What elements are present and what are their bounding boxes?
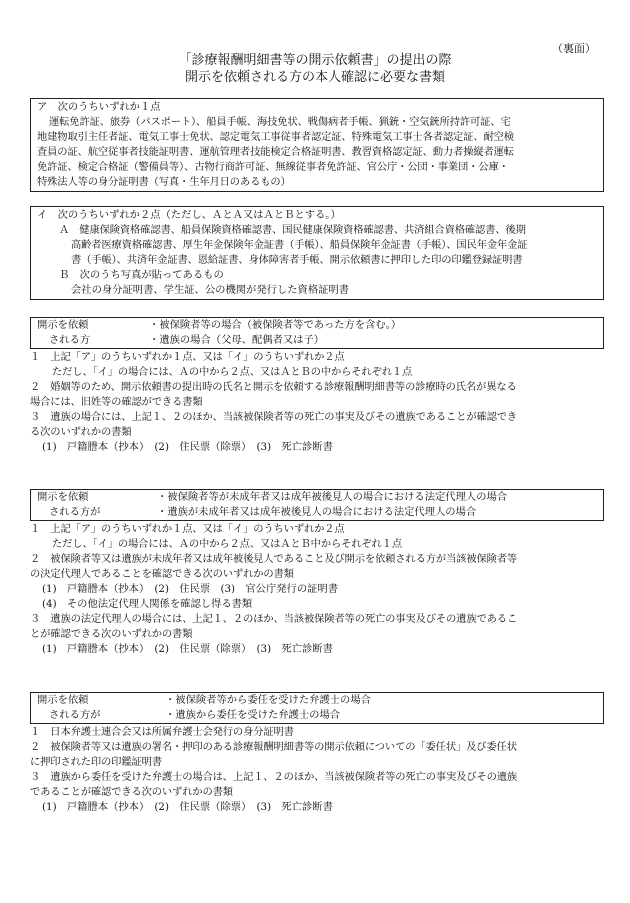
section2-item: (4) その他法定代理人関係を確認し得る書類 bbox=[42, 598, 253, 610]
section1-left-1: 開示を依頼 bbox=[37, 319, 89, 331]
section2-item: ３ 遺族の法定代理人の場合には、上記１、２のほか、当該被保険者等の死亡の事実及びその遺族であるこ bbox=[30, 613, 518, 625]
section1-body bbox=[30, 350, 604, 455]
section1-item: る次のいずれかの書類 bbox=[30, 426, 132, 438]
section1-item: (1) 戸籍謄本（抄本） (2) 住民票（除票） (3) 死亡診断書 bbox=[42, 441, 333, 453]
box-i-a-label: Ａ 健康保険資格確認書、船員保険資格確認書、国民健康保険資格確認書、共済組合資格確認書、後期 bbox=[59, 224, 526, 236]
box-i-b-label: Ｂ 次のうち写真が貼ってあるもの bbox=[59, 269, 224, 281]
section2-item: とが確認できる次のいずれかの書類 bbox=[30, 628, 193, 640]
section2-left-1: 開示を依頼 bbox=[37, 491, 89, 503]
section1-item: ただし、「イ」の場合には、Ａの中から２点、又はＡとＢの中からそれぞれ１点 bbox=[52, 366, 413, 378]
section3-item: (1) 戸籍謄本（抄本） (2) 住民票（除票） (3) 死亡診断書 bbox=[42, 801, 333, 813]
section1-item: ２ 婚姻等のため、開示依頼書の提出時の氏名と開示を依頼する診療報酬明細書等の診療時の氏名が異なる bbox=[30, 381, 517, 393]
section3-header bbox=[30, 692, 604, 724]
section2-item: ２ 被保険者等又は遺族が未成年者又は成年被後見人であること及び開示を依頼される方が当該被保険者等 bbox=[30, 553, 518, 565]
section2-item: の決定代理人であることを確認できる次のいずれかの書類 bbox=[30, 568, 294, 580]
section1-header bbox=[30, 317, 604, 349]
section3-left-1: 開示を依頼 bbox=[37, 694, 89, 706]
box-i-a-line: 高齢者医療資格確認書、厚生年金保険年金証書（手帳）、船員保険年金証書（手帳）、国民年金年金証 bbox=[71, 239, 528, 251]
box-a-header: ア 次のうちいずれか１点 bbox=[37, 101, 161, 113]
section1-item: ３ 遺族の場合には、上記１、２のほか、当該被保険者等の死亡の事実及びその遺族であることが確認でき bbox=[30, 411, 518, 423]
section2-item: (1) 戸籍謄本（抄本） (2) 住民票（除票） (3) 死亡診断書 bbox=[42, 643, 333, 655]
section3-item: に押印された印の印鑑証明書 bbox=[30, 756, 162, 768]
section2-body bbox=[30, 522, 604, 657]
section2-left-2: される方が bbox=[49, 506, 101, 518]
section3-right-1: ・被保険者等から委任を受けた弁護士の場合 bbox=[165, 694, 371, 706]
section1-right-2: ・遺族の場合（父母、配偶者又は子） bbox=[149, 334, 325, 346]
box-i-b-line: 会社の身分証明書、学生証、公の機関が発行した資格証明書 bbox=[71, 284, 350, 296]
box-a-line: 査員の証、航空従事者技能証明書、運航管理者技能検定合格証明書、教習資格認定証、動力者操縦者運転 bbox=[37, 146, 514, 158]
section2-item: １ 上記「ア」のうちいずれか１点、又は「イ」のうちいずれか２点 bbox=[30, 523, 345, 535]
section3-item: ３ 遺族から委任を受けた弁護士の場合は、上記１、２のほか、当該被保険者等の死亡の事実及びその遺族 bbox=[30, 771, 518, 783]
page-mark: （裏面） bbox=[552, 42, 596, 55]
document-title bbox=[0, 52, 630, 86]
box-a-line: 地建物取引主任者証、電気工事士免状、認定電気工事従事者認定証、特殊電気工事士各者認定証、耐空検 bbox=[37, 131, 514, 143]
section3-body bbox=[30, 725, 604, 815]
section3-item: ２ 被保険者等又は遺族の署名・押印のある診療報酬明細書等の開示依頼についての「委任状」及び委任状 bbox=[30, 741, 517, 753]
box-i bbox=[30, 206, 604, 300]
box-a-line: 運転免許証、旅券（パスポート）、船員手帳、海技免状、戦傷病者手帳、猟銃・空気銃所持許可証、宅 bbox=[49, 116, 511, 128]
box-i-header: イ 次のうちいずれか２点（ただし、ＡとＡ又はＡとＢとする。） bbox=[37, 209, 341, 221]
box-a-line: 免許証、検定合格証（警備員等）、古物行商許可証、無線従事者免許証、官公庁・公団・事業団・公庫・ bbox=[37, 161, 509, 173]
section2-right-1: ・被保険者等が未成年者又は成年被後見人の場合における法定代理人の場合 bbox=[157, 491, 508, 503]
title-line-1: 「診療報酬明細書等の開示依頼書」の提出の際 bbox=[178, 53, 452, 68]
section3-left-2: される方が bbox=[49, 709, 101, 721]
section2-header bbox=[30, 489, 604, 521]
section3-item: １ 日本弁護士連合会又は所属弁護士会発行の身分証明書 bbox=[30, 726, 294, 738]
section2-item: ただし、「イ」の場合には、Ａの中から２点、又はＡとＢ中からそれぞれ１点 bbox=[52, 538, 402, 550]
section1-right-1: ・被保険者等の場合（被保険者等であった方を含む。） bbox=[149, 319, 402, 331]
section1-left-2: される方 bbox=[49, 334, 91, 346]
section2-right-2: ・遺族が未成年者又は成年被後見人の場合における法定代理人の場合 bbox=[157, 506, 477, 518]
box-a-line: 特殊法人等の身分証明書（写真・生年月日のあるもの） bbox=[37, 176, 291, 188]
section1-item: 場合には、旧姓等の確認ができる書類 bbox=[30, 396, 203, 408]
title-line-2: 開示を依頼される方の本人確認に必要な書類 bbox=[184, 70, 445, 85]
box-a bbox=[30, 98, 604, 192]
section3-item: であることが確認できる次のいずれかの書類 bbox=[30, 786, 233, 798]
section2-item: (1) 戸籍謄本（抄本） (2) 住民票 (3) 官公庁発行の証明書 bbox=[42, 583, 339, 595]
section3-right-2: ・遺族から委任を受けた弁護士の場合 bbox=[165, 709, 341, 721]
box-i-a-line: 書（手帳）、共済年金証書、恩給証書、身体障害者手帳、開示依頼書に押印した印の印鑑登録証明書 bbox=[71, 254, 523, 266]
section1-item: １ 上記「ア」のうちいずれか１点、又は「イ」のうちいずれか２点 bbox=[30, 351, 345, 363]
